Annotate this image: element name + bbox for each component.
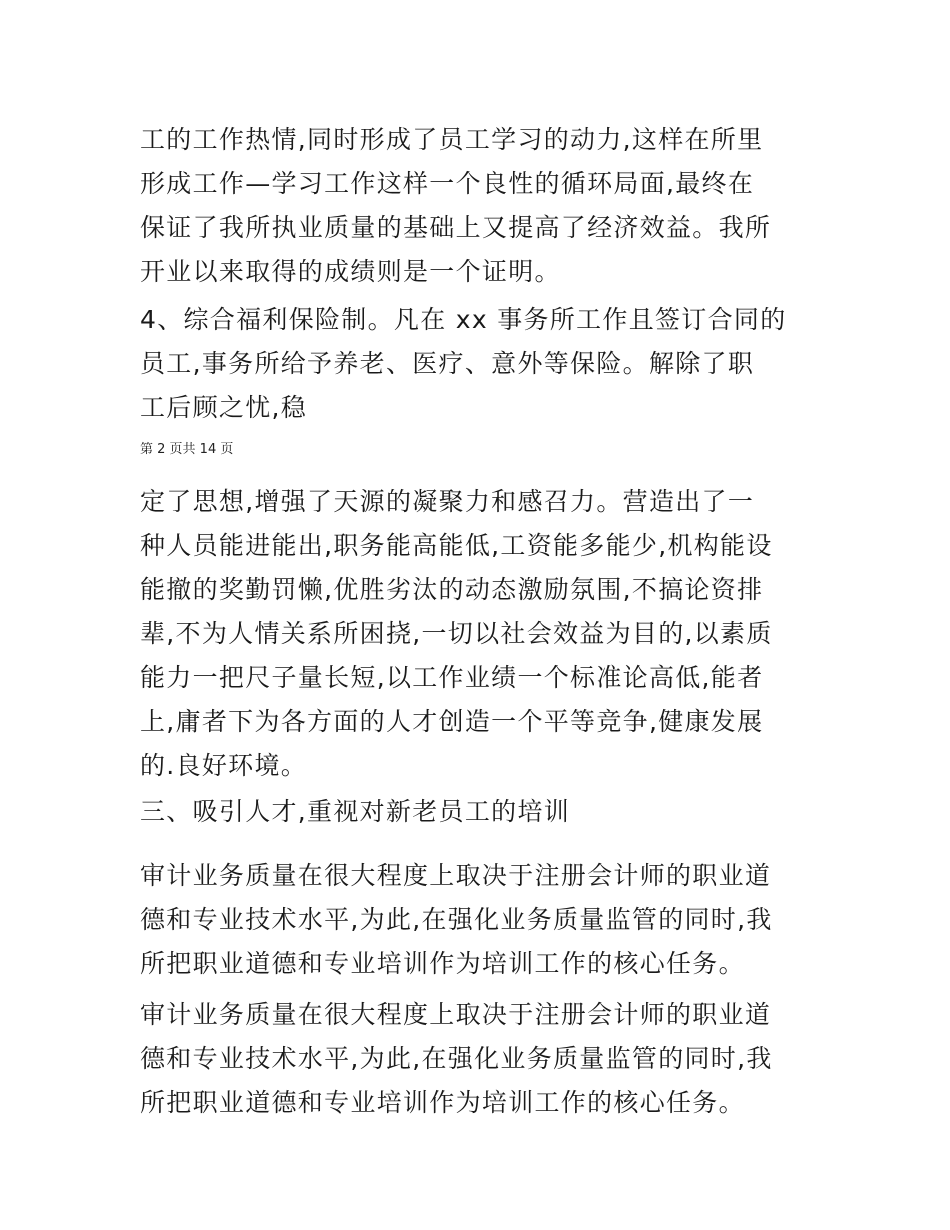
paragraph-1	[140, 118, 820, 294]
text-line: 能撤的奖勤罚懒,优胜劣汰的动态激励氛围,不搞论资排	[140, 575, 764, 604]
paragraph-3	[140, 480, 820, 788]
text-line: 上,庸者下为各方面的人才创造一个平等竞争,健康发展	[140, 707, 764, 736]
text-line: 形成工作—学习工作这样一个良性的循环局面,最终在	[140, 169, 755, 198]
paragraph-5	[140, 993, 820, 1125]
text-line: 德和专业技术水平,为此,在强化业务质量监管的同时,我	[140, 905, 773, 934]
section-heading	[140, 790, 820, 834]
text-line: 保证了我所执业质量的基础上又提高了经济效益。我所	[140, 213, 772, 242]
page-footer: 第 2 页共 14 页	[140, 442, 234, 457]
text-line: 三、吸引人才,重视对新老员工的培训	[140, 797, 571, 826]
text-line: 工的工作热情,同时形成了员工学习的动力,这样在所里	[140, 125, 764, 154]
text-line: 辈,不为人情关系所困挠,一切以社会效益为目的,以素质	[140, 619, 773, 648]
text-line: 的.良好环境。	[140, 751, 308, 780]
text-line: 审计业务质量在很大程度上取决于注册会计师的职业道	[140, 861, 772, 890]
text-line: 审计业务质量在很大程度上取决于注册会计师的职业道	[140, 1000, 772, 1029]
text-line: 工后顾之忧,稳	[140, 393, 308, 422]
text-line: 定了思想,增强了天源的凝聚力和感召力。营造出了一	[140, 487, 755, 516]
paragraph-4	[140, 854, 820, 986]
text-line: 开业以来取得的成绩则是一个证明。	[140, 257, 561, 286]
text-line: 4、综合福利保险制。凡在 xx 事务所工作且签订合同的	[140, 305, 787, 334]
text-line: 所把职业道德和专业培训作为培训工作的核心任务。	[140, 1088, 745, 1117]
text-line: 德和专业技术水平,为此,在强化业务质量监管的同时,我	[140, 1044, 773, 1073]
text-line: 员工,事务所给予养老、医疗、意外等保险。解除了职	[140, 349, 755, 378]
text-line: 所把职业道德和专业培训作为培训工作的核心任务。	[140, 949, 745, 978]
text-line: 种人员能进能出,职务能高能低,工资能多能少,机构能设	[140, 531, 773, 560]
paragraph-2	[140, 298, 820, 430]
text-line: 能力一把尺子量长短,以工作业绩一个标准论高低,能者	[140, 663, 764, 692]
